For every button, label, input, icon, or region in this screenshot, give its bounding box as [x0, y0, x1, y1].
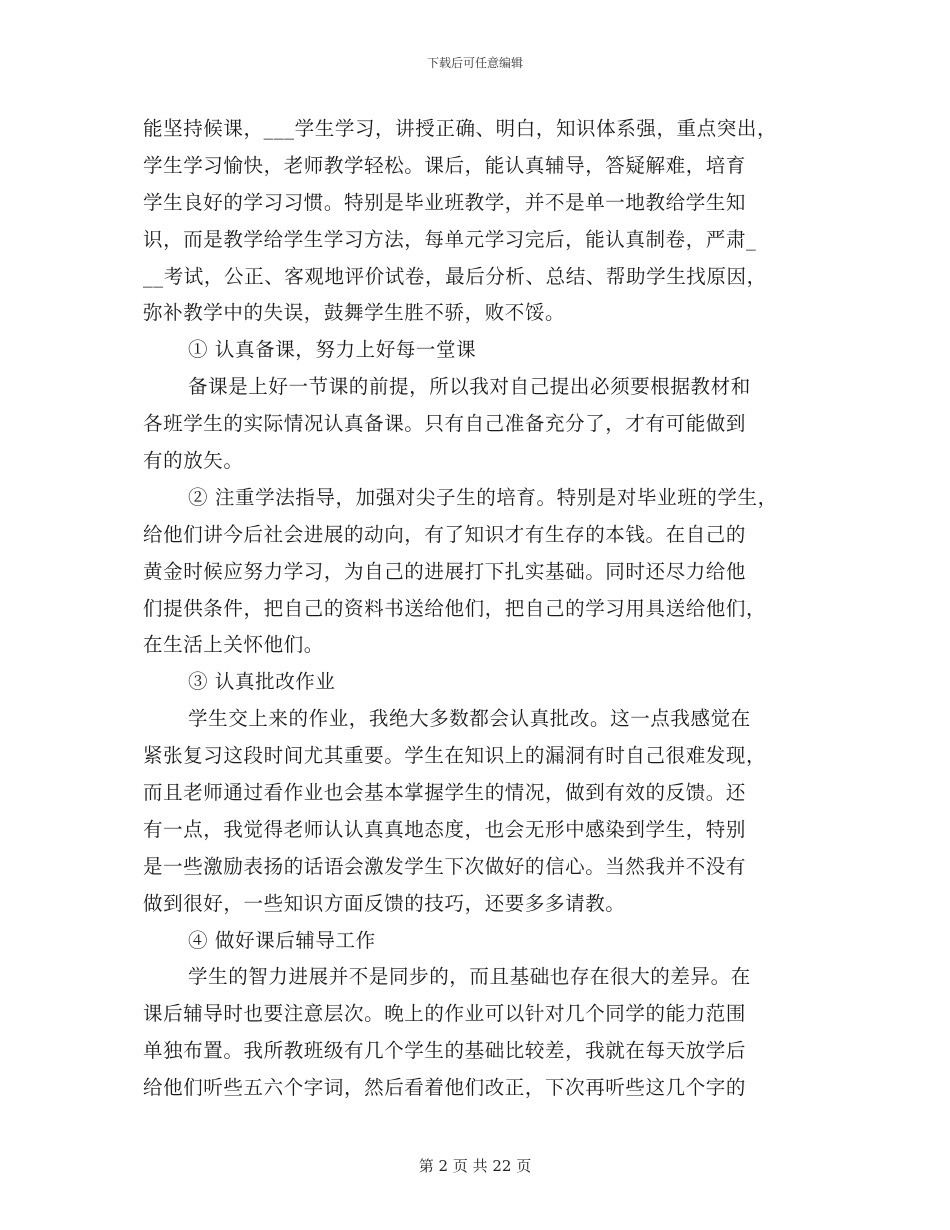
text-line: 单独布置。我所教班级有几个学生的基础比较差，我就在每天放学后 [143, 1039, 747, 1063]
text-line: 学生学习愉快，老师教学轻松。课后，能认真辅导，答疑解难，培育 [143, 153, 747, 177]
section-heading-3: ③ 认真批改作业 [188, 670, 336, 694]
text-line: 学生良好的学习习惯。特别是毕业班教学，并不是单一地教给学生知 [143, 190, 747, 214]
text-line: 学生交上来的作业，我绝大多数都会认真批改。这一点我感觉在 [188, 707, 751, 731]
text-line: 给他们听些五六个字词，然后看着他们改正，下次再听些这几个字的 [143, 1076, 747, 1100]
text-line: 给他们讲今后社会进展的动向，有了知识才有生存的本钱。在自己的 [143, 522, 747, 546]
document-body [143, 111, 823, 1107]
text-line: 们提供条件，把自己的资料书送给他们，把自己的学习用具送给他们， [143, 596, 767, 620]
text-line: 能坚持候课，___学生学习，讲授正确、明白，知识体系强，重点突出， [143, 117, 778, 140]
text-line: 在生活上关怀他们。 [143, 633, 324, 657]
text-line: __考试，公正、客观地评价试卷，最后分析、总结、帮助学生找原因， [143, 264, 767, 288]
section-heading-1: ① 认真备课，努力上好每一堂课 [188, 338, 477, 362]
page-footer: 第 2 页 共 22 页 [418, 1157, 532, 1175]
text-line: 有一点，我觉得老师认认真真地态度，也会无形中感染到学生，特别 [143, 817, 747, 841]
text-line: 识，而是教学给学生学习方法，每单元学习完后，能认真制卷，严肃_ [143, 227, 757, 251]
text-line: 学生的智力进展并不是同步的，而且基础也存在很大的差异。在 [188, 965, 751, 989]
text-line: 有的放矢。 [143, 449, 244, 473]
text-line: 备课是上好一节课的前提，所以我对自己提出必须要根据教材和 [188, 375, 751, 399]
text-line: 紧张复习这段时间尤其重要。学生在知识上的漏洞有时自己很难发现， [143, 744, 767, 768]
text-line: 各班学生的实际情况认真备课。只有自己准备充分了，才有可能做到 [143, 412, 747, 436]
text-line: 做到很好，一些知识方面反馈的技巧，还要多多请教。 [143, 891, 626, 915]
section-heading-4: ④ 做好课后辅导工作 [188, 928, 376, 952]
text-line: 而且老师通过看作业也会基本掌握学生的情况，做到有效的反馈。还 [143, 781, 747, 805]
text-line: 课后辅导时也要注意层次。晚上的作业可以针对几个同学的能力范围 [143, 1002, 747, 1026]
text-line: 黄金时候应努力学习，为自己的进展打下扎实基础。同时还尽力给他 [143, 559, 747, 583]
text-line: 弥补教学中的失误，鼓舞学生胜不骄，败不馁。 [143, 301, 566, 325]
section-heading-2: ② 注重学法指导，加强对尖子生的培育。特别是对毕业班的学生， [188, 485, 778, 509]
text-line: 是一些激励表扬的话语会激发学生下次做好的信心。当然我并不没有 [143, 854, 747, 878]
page-header: 下载后可任意编辑 [426, 56, 523, 70]
